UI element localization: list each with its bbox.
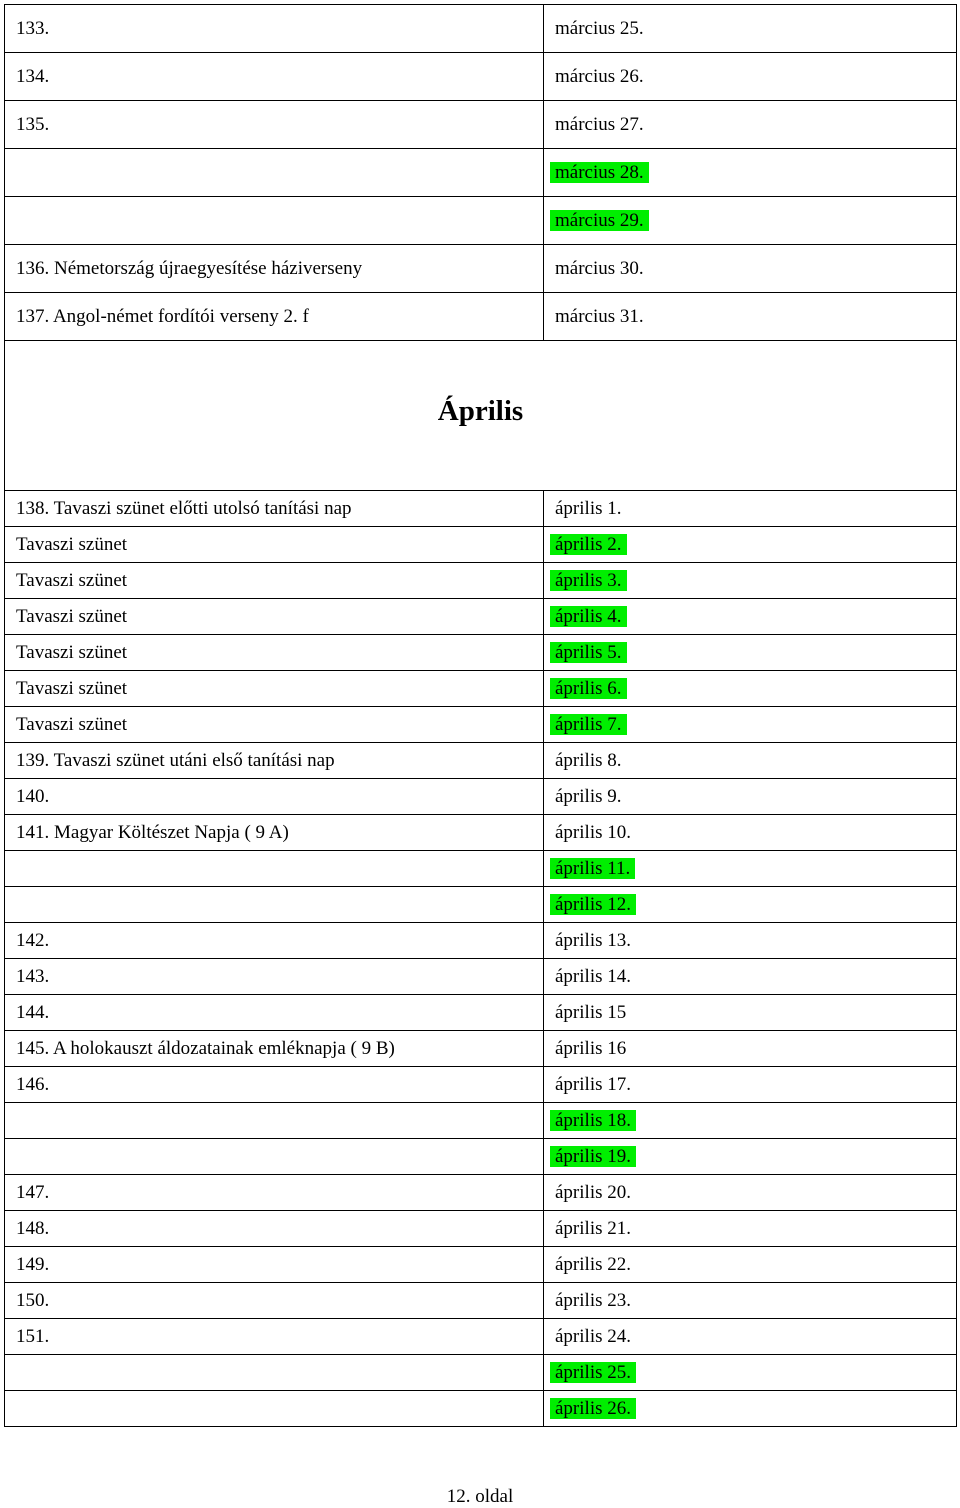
march-row [5,149,957,197]
april-row [5,707,957,743]
event-label: 140. [16,785,50,807]
month-heading-cell [5,341,957,491]
april-row [5,1139,957,1175]
event-label: 137. Angol-német fordítói verseny 2. f [16,305,309,327]
april-row [5,1211,957,1247]
event-label: 134. [16,65,50,87]
event-label: 142. [16,929,50,951]
event-label: Tavaszi szünet [16,533,128,555]
date-cell [544,197,957,245]
event-label: Tavaszi szünet [16,677,128,699]
date-label: április 15 [555,1001,627,1023]
date-cell [544,1391,957,1427]
date-cell [544,563,957,599]
april-row [5,815,957,851]
date-label-highlighted: március 28. [550,162,649,183]
date-label: április 14. [555,965,631,987]
march-row [5,101,957,149]
calendar-table [4,4,957,1427]
april-row [5,923,957,959]
event-cell [5,1103,544,1139]
event-cell [5,599,544,635]
event-cell [5,5,544,53]
date-label: április 10. [555,821,631,843]
date-cell [544,245,957,293]
event-label: 147. [16,1181,50,1203]
event-cell [5,1031,544,1067]
date-cell [544,707,957,743]
date-cell [544,149,957,197]
date-cell [544,1319,957,1355]
april-row [5,995,957,1031]
event-label: 149. [16,1253,50,1275]
event-cell [5,563,544,599]
april-row [5,1391,957,1427]
date-cell [544,743,957,779]
april-row [5,779,957,815]
event-label: 133. [16,17,50,39]
date-cell [544,101,957,149]
date-cell [544,599,957,635]
april-row [5,599,957,635]
event-label: Tavaszi szünet [16,713,128,735]
date-cell [544,815,957,851]
april-row [5,1067,957,1103]
april-row [5,1103,957,1139]
event-cell [5,635,544,671]
event-cell [5,743,544,779]
month-heading-row [5,341,957,491]
date-cell [544,1139,957,1175]
date-cell [544,1067,957,1103]
event-label: 148. [16,1217,50,1239]
april-row [5,743,957,779]
event-cell [5,1139,544,1175]
date-cell [544,1031,957,1067]
april-row [5,1247,957,1283]
april-row [5,491,957,527]
march-row [5,53,957,101]
event-label: 150. [16,1289,50,1311]
event-cell [5,995,544,1031]
event-cell [5,293,544,341]
march-row [5,5,957,53]
event-label: 138. Tavaszi szünet előtti utolsó tanítási nap [16,497,352,519]
april-row [5,563,957,599]
date-cell [544,491,957,527]
date-cell [544,53,957,101]
event-cell [5,851,544,887]
event-label: 144. [16,1001,50,1023]
page-number: 12. oldal [446,1486,514,1507]
event-cell [5,527,544,563]
event-label: 146. [16,1073,50,1095]
date-label: március 30. [555,257,644,279]
date-label: március 25. [555,17,644,39]
event-cell [5,197,544,245]
event-cell [5,1067,544,1103]
event-label: 135. [16,113,50,135]
april-row [5,635,957,671]
date-cell [544,293,957,341]
date-label: április 20. [555,1181,631,1203]
date-label-highlighted: április 5. [550,642,627,663]
march-row [5,197,957,245]
date-label: április 17. [555,1073,631,1095]
date-label-highlighted: április 3. [550,570,627,591]
date-cell [544,527,957,563]
date-label: április 22. [555,1253,631,1275]
date-label-highlighted: április 18. [550,1110,636,1131]
april-row [5,851,957,887]
event-cell [5,149,544,197]
date-label-highlighted: április 11. [550,858,635,879]
date-label: április 9. [555,785,622,807]
april-row [5,887,957,923]
event-cell [5,1247,544,1283]
event-label: 139. Tavaszi szünet utáni első tanítási nap [16,749,335,771]
date-cell [544,1175,957,1211]
april-row [5,959,957,995]
date-label: április 8. [555,749,622,771]
date-cell [544,887,957,923]
date-cell [544,959,957,995]
event-label: Tavaszi szünet [16,605,128,627]
event-cell [5,1175,544,1211]
april-row [5,1355,957,1391]
calendar-body [5,5,957,1427]
date-cell [544,1103,957,1139]
date-cell [544,5,957,53]
date-label-highlighted: április 4. [550,606,627,627]
date-label-highlighted: április 6. [550,678,627,699]
date-label-highlighted: április 19. [550,1146,636,1167]
event-cell [5,1391,544,1427]
date-cell [544,1211,957,1247]
event-cell [5,1283,544,1319]
april-row [5,1175,957,1211]
event-cell [5,1211,544,1247]
april-row [5,1283,957,1319]
event-label: Tavaszi szünet [16,569,128,591]
event-label: 141. Magyar Költészet Napja ( 9 A) [16,821,289,843]
event-cell [5,707,544,743]
date-label: április 24. [555,1325,631,1347]
date-label-highlighted: április 7. [550,714,627,735]
date-cell [544,671,957,707]
event-cell [5,923,544,959]
march-row [5,245,957,293]
month-heading: Április [437,395,524,427]
april-row [5,1031,957,1067]
event-cell [5,1319,544,1355]
date-label: április 23. [555,1289,631,1311]
date-label: március 31. [555,305,644,327]
april-row [5,671,957,707]
event-cell [5,959,544,995]
date-label: április 13. [555,929,631,951]
date-cell [544,1247,957,1283]
april-row [5,527,957,563]
event-label: Tavaszi szünet [16,641,128,663]
date-cell [544,779,957,815]
date-label-highlighted: április 2. [550,534,627,555]
date-label-highlighted: április 12. [550,894,636,915]
event-cell [5,245,544,293]
date-label: március 26. [555,65,644,87]
date-label-highlighted: április 26. [550,1398,636,1419]
event-cell [5,815,544,851]
april-row [5,1319,957,1355]
date-cell [544,851,957,887]
event-cell [5,53,544,101]
date-label: március 27. [555,113,644,135]
date-label: április 1. [555,497,622,519]
date-label-highlighted: április 25. [550,1362,636,1383]
date-label-highlighted: március 29. [550,210,649,231]
date-cell [544,635,957,671]
event-cell [5,101,544,149]
event-cell [5,491,544,527]
event-label: 136. Németország újraegyesítése háziverseny [16,257,363,279]
event-label: 151. [16,1325,50,1347]
date-cell [544,1355,957,1391]
event-cell [5,1355,544,1391]
date-cell [544,923,957,959]
event-label: 143. [16,965,50,987]
event-cell [5,887,544,923]
date-label: április 16 [555,1037,627,1059]
event-label: 145. A holokauszt áldozatainak emléknapja ( 9 B) [16,1037,395,1059]
date-cell [544,995,957,1031]
event-cell [5,779,544,815]
march-row [5,293,957,341]
date-cell [544,1283,957,1319]
date-label: április 21. [555,1217,631,1239]
event-cell [5,671,544,707]
